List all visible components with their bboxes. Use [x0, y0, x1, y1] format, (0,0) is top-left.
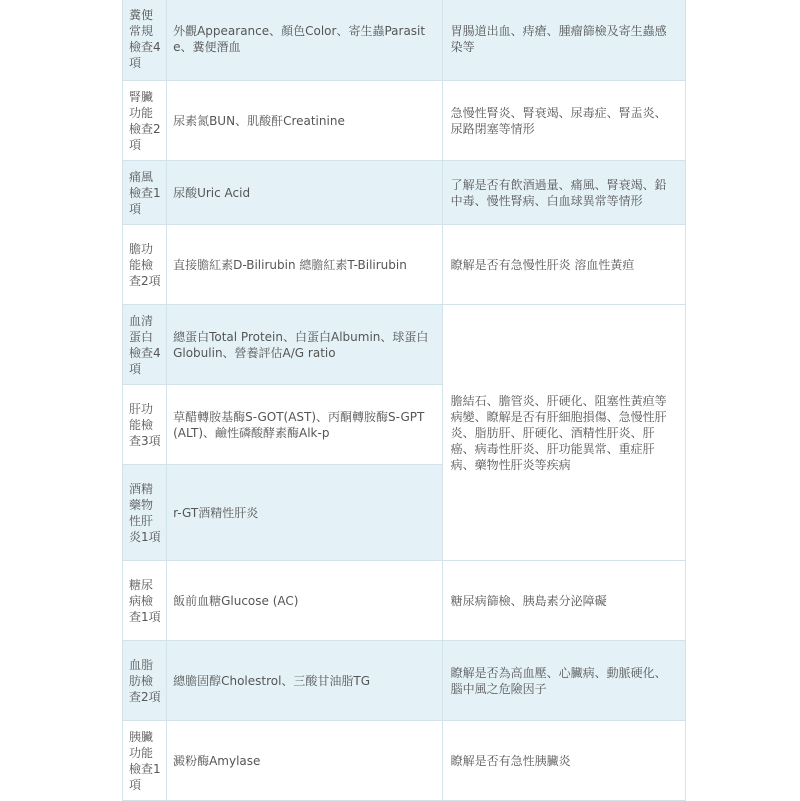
- category-cell: 痛風檢查1項: [123, 161, 167, 225]
- description-cell: 糖尿病篩檢、胰島素分泌障礙: [442, 561, 685, 641]
- table-row: [123, 0, 686, 81]
- category-cell: 血清蛋白檢查4項: [123, 305, 167, 385]
- description-cell: 了解是否有飲酒過量、痛風、腎衰竭、鉛中毒、慢性腎病、白血球異常等情形: [442, 161, 685, 225]
- test-items-cell: 總膽固醇Cholestrol、三酸甘油脂TG: [167, 641, 442, 721]
- test-items-cell: 澱粉酶Amylase: [167, 721, 442, 801]
- category-cell: 腎臟功能檢查2項: [123, 81, 167, 161]
- table-row: [123, 81, 686, 161]
- test-items-cell: 總蛋白Total Protein、白蛋白Albumin、球蛋白Globulin、營養評估A/G ratio: [167, 305, 442, 385]
- table-row: [123, 721, 686, 801]
- table-row: [123, 225, 686, 305]
- test-items-cell: 直接膽紅素D-Bilirubin 總膽紅素T-Bilirubin: [167, 225, 442, 305]
- test-items-cell: 尿素氮BUN、肌酸酐Creatinine: [167, 81, 442, 161]
- description-cell: 膽結石、膽管炎、肝硬化、阻塞性黃疸等病變、瞭解是否有肝細胞損傷、急慢性肝炎、脂肪肝、肝硬化、酒精性肝炎、肝癌、病毒性肝炎、肝功能異常、重症肝病、藥物性肝炎等疾病: [442, 305, 685, 561]
- test-items-cell: 外觀Appearance、顏色Color、寄生蟲Parasite、糞便潛血: [167, 0, 442, 81]
- table-row: [123, 561, 686, 641]
- description-cell: 急慢性腎炎、腎衰竭、尿毒症、腎盂炎、尿路閉塞等情形: [442, 81, 685, 161]
- category-cell: 膽功能檢查2項: [123, 225, 167, 305]
- table-row: [123, 641, 686, 721]
- description-cell: 瞭解是否有急慢性肝炎 溶血性黃疸: [442, 225, 685, 305]
- test-items-cell: 草醋轉胺基酶S-GOT(AST)、丙酮轉胺酶S-GPT(ALT)、鹼性磷酸酵素酶Alk-p: [167, 385, 442, 465]
- category-cell: 糖尿病檢查1項: [123, 561, 167, 641]
- category-cell: 血脂肪檢查2項: [123, 641, 167, 721]
- description-cell: 瞭解是否有急性胰臟炎: [442, 721, 685, 801]
- health-checkup-table: [122, 0, 686, 801]
- category-cell: 糞便常規檢查4項: [123, 0, 167, 81]
- category-cell: 酒精藥物性肝炎1項: [123, 465, 167, 561]
- test-items-cell: 尿酸Uric Acid: [167, 161, 442, 225]
- test-items-cell: 飯前血糖Glucose (AC): [167, 561, 442, 641]
- description-cell: 瞭解是否為高血壓、心臟病、動脈硬化、腦中風之危險因子: [442, 641, 685, 721]
- table-row: [123, 305, 686, 385]
- category-cell: 肝功能檢查3項: [123, 385, 167, 465]
- table-row: [123, 161, 686, 225]
- description-cell: 胃腸道出血、痔瘡、腫瘤篩檢及寄生蟲感染等: [442, 0, 685, 81]
- category-cell: 胰臟功能檢查1項: [123, 721, 167, 801]
- test-items-cell: r-GT酒精性肝炎: [167, 465, 442, 561]
